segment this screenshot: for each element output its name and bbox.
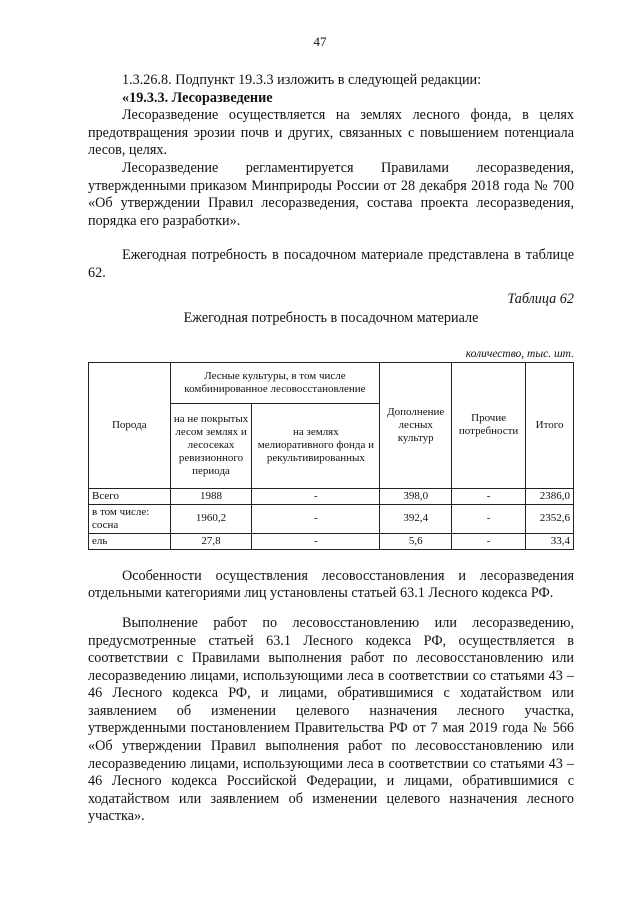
cell-reclaimed: - [252, 488, 380, 504]
paragraph-subclause: 1.3.26.8. Подпункт 19.3.3 изложить в следующей редакции: [122, 72, 482, 88]
cell-uncovered: 1960,2 [170, 504, 252, 533]
cell-uncovered: 1988 [170, 488, 252, 504]
cell-supplement: 5,6 [380, 533, 452, 549]
cell-reclaimed: - [252, 504, 380, 533]
spacer [88, 230, 574, 247]
table-row [89, 504, 574, 533]
header-total: Итого [526, 362, 574, 488]
cell-total: 2386,0 [526, 488, 574, 504]
seedling-demand-table [88, 362, 574, 550]
paragraph-table-intro: Ежегодная потребность в посадочном материале представлена в таблице 62. [88, 247, 574, 281]
paragraph-regulation: Лесоразведение регламентируется Правилами лесоразведения, утвержденными приказом Минприроды России от 28 декабря 2018 года № 700 «Об утверждении Правил лесоразведения, состава проекта лесоразведения, порядка его разработки». [88, 159, 574, 229]
cell-total: 2352,6 [526, 504, 574, 533]
table-title: Ежегодная потребность в посадочном материале [183, 310, 479, 327]
cell-other: - [452, 533, 526, 549]
header-supplement: Дополнение лесных культур [380, 362, 452, 488]
cell-supplement: 392,4 [380, 504, 452, 533]
paragraph-definition: Лесоразведение осуществляется на землях лесного фонда, в целях предотвращения эрозии почв и других, связанных с повышением потенциала лесов, целях. [88, 107, 574, 159]
cell-breed: ель [89, 533, 171, 549]
cell-other: - [452, 504, 526, 533]
paragraph-special-categories: Особенности осуществления лесовосстановления и лесоразведения отдельными категориями лиц установлены статьей 63.1 Лесного кодекса РФ. [88, 567, 574, 602]
header-uncovered: на не покрытых лесом землях и лесосеках ревизионного периода [170, 403, 252, 488]
table-label: Таблица 62 [507, 290, 574, 307]
cell-breed: в том числе: сосна [89, 504, 171, 533]
header-reclaimed: на землях мелиоративного фонда и рекультивированных [252, 403, 380, 488]
cell-uncovered: 27,8 [170, 533, 252, 549]
paragraph-works-execution: Выполнение работ по лесовосстановлению или лесоразведению, предусмотренные статьей 63.1 Лесного кодекса РФ, осуществляется в соответствии с Правилами выполнения работ по лесовосстановлению или лесоразведению лицами, использующими леса в соответствии со статьями 43 – 46 Лесного кодекса РФ, и лицами, обратившимися с ходатайством или заявлением об изменении целевого назначения лесного участка, утвержденными постановлением Правительства РФ от 7 мая 2019 года № 566 «Об утверждении Правил выполнения работ по лесовосстановлению или лесоразведению лицами, использующими леса в соответствии со статьями 43 – 46 Лесного кодекса Российской Федерации, и лицами, обратившимися с ходатайством или заявлением об изменении целевого назначения лесного участка». [88, 614, 574, 825]
cell-total: 33,4 [526, 533, 574, 549]
page-number: 47 [313, 34, 327, 49]
header-breed: Порода [89, 362, 171, 488]
header-other: Прочие потребности [452, 362, 526, 488]
table-units: количество, тыс. шт. [465, 347, 574, 360]
table-row [89, 533, 574, 549]
cell-supplement: 398,0 [380, 488, 452, 504]
cell-reclaimed: - [252, 533, 380, 549]
table-row [89, 488, 574, 504]
header-forest-cultures: Лесные культуры, в том числе комбинированное лесовосстановление [170, 362, 380, 403]
cell-breed: Всего [89, 488, 171, 504]
document-body [88, 72, 574, 826]
cell-other: - [452, 488, 526, 504]
section-heading: «19.3.3. Лесоразведение [122, 89, 273, 106]
